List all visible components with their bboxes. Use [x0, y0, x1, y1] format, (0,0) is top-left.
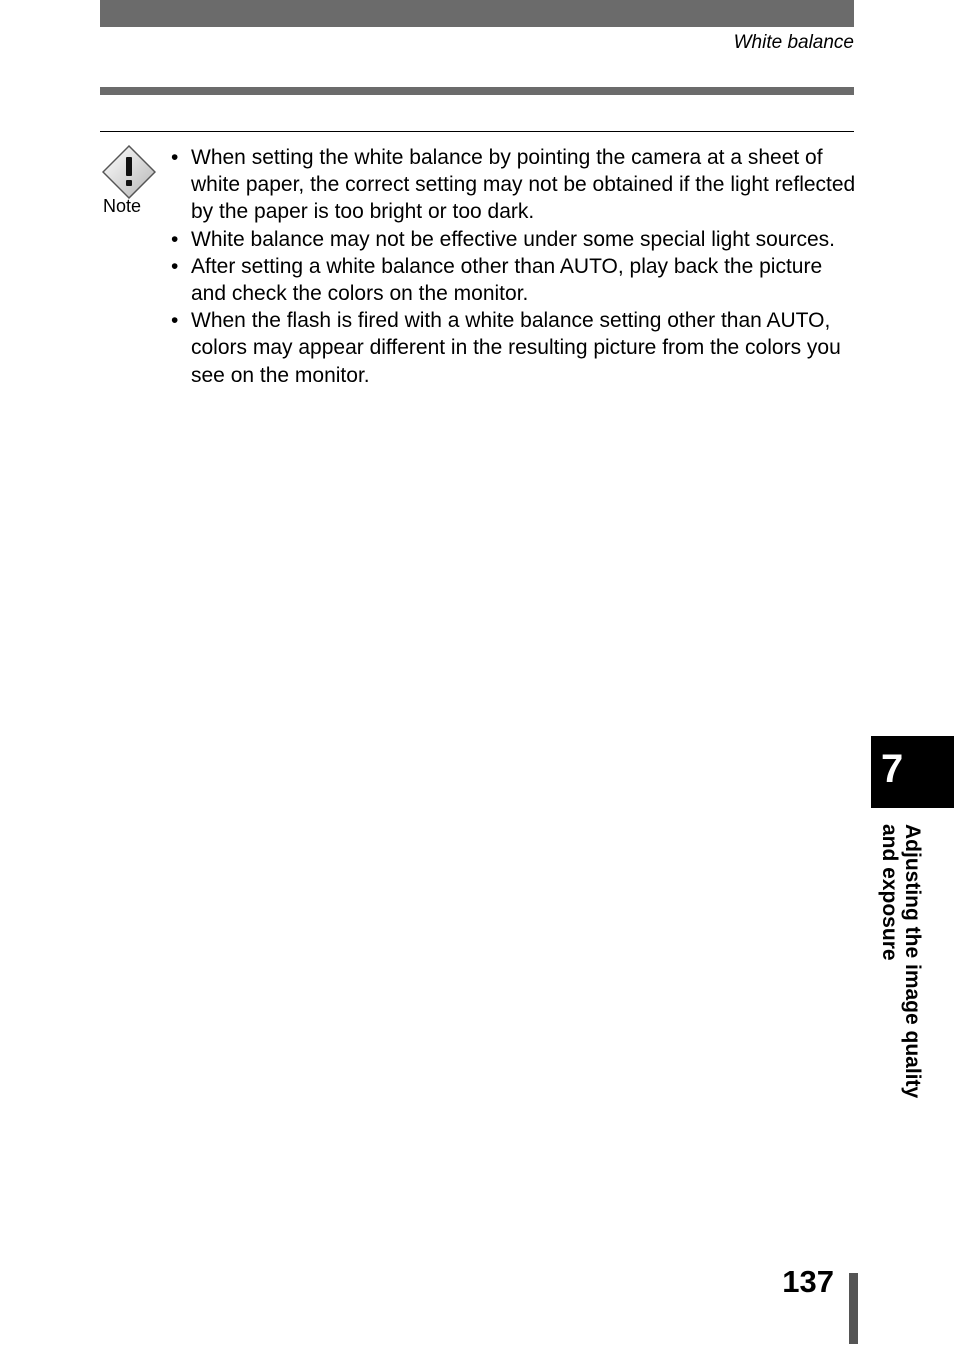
bullet: • [171, 146, 179, 169]
page-edge-bar [849, 1273, 858, 1344]
note-list [168, 144, 858, 389]
bullet: • [171, 254, 179, 278]
list-item [168, 226, 858, 253]
bullet: • [171, 309, 179, 333]
chapter-title-line2: and exposure [878, 824, 901, 961]
note-label: Note [103, 196, 142, 216]
bullet: • [171, 227, 179, 251]
list-item [168, 253, 858, 307]
note-item-text: When setting the white balance by pointing the camera at a sheet of white paper, the correct setting may not be obtained if the light reflected by the paper is too bright or too dark. [191, 146, 856, 224]
page-number: 137 [782, 1264, 834, 1299]
header-rule [100, 87, 854, 95]
warning-diamond-icon [102, 145, 156, 199]
chapter-tab [871, 736, 954, 808]
note-divider [100, 131, 854, 132]
section-title: White balance [733, 32, 854, 53]
note-item-text: White balance may not be effective under some special light sources. [191, 227, 835, 251]
chapter-title-line1: Adjusting the image quality [901, 824, 924, 1099]
list-item [168, 307, 858, 389]
chapter-title [878, 824, 924, 1098]
note-item-text: When the flash is fired with a white balance setting other than AUTO, colors may appear different in the resulting picture from the colors you see on the monitor. [191, 309, 841, 387]
header-bar [100, 0, 854, 27]
chapter-number: 7 [881, 747, 904, 791]
note-item-text: After setting a white balance other than AUTO, play back the picture and check the colors on the monitor. [191, 254, 823, 306]
list-item [168, 144, 858, 226]
